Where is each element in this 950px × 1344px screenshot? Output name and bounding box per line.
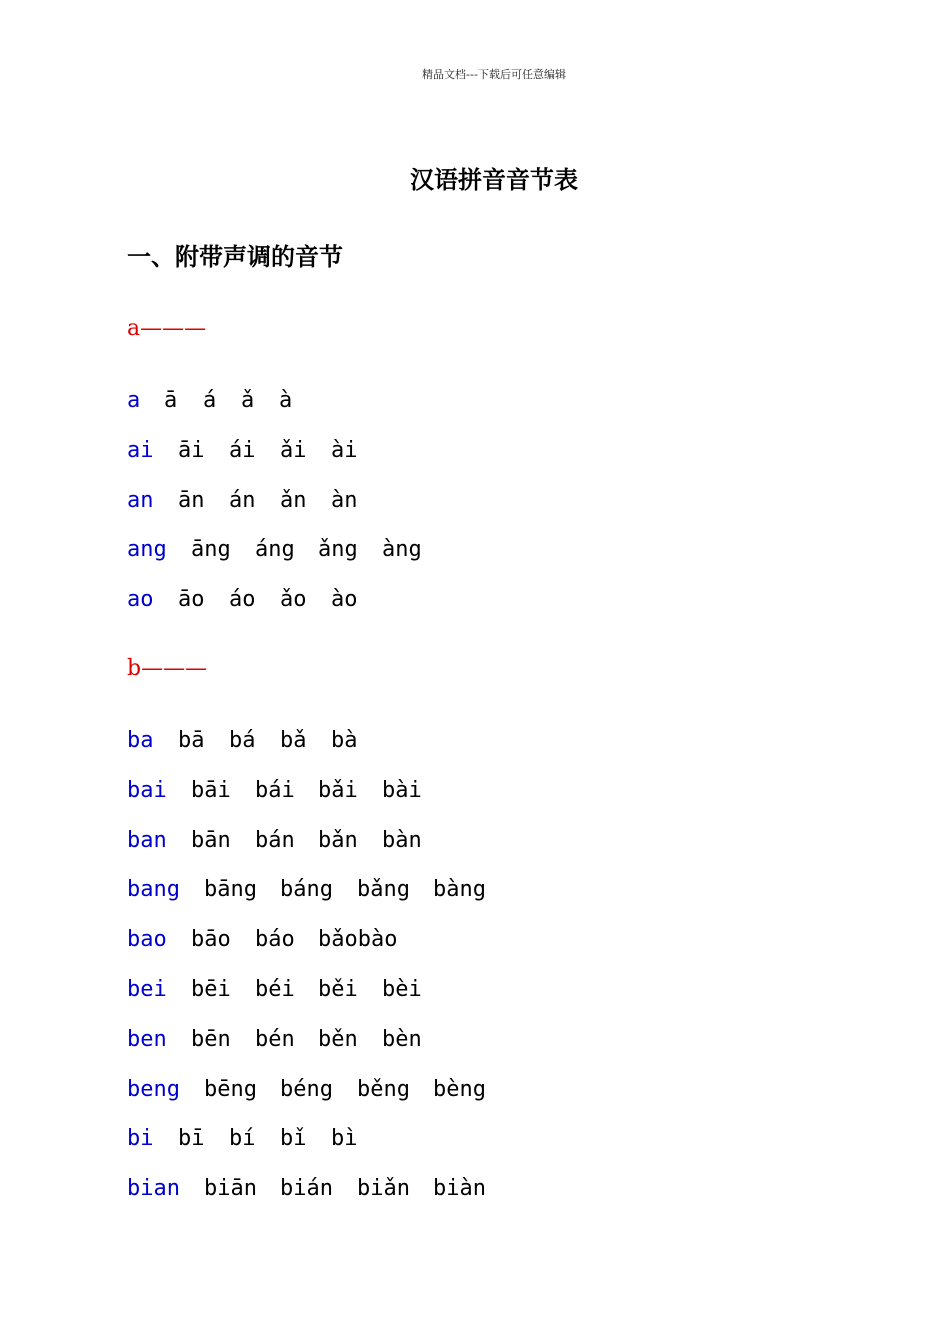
- tone-syllable: á: [203, 388, 217, 413]
- tone-syllable: ái: [229, 437, 256, 463]
- tone-syllable: bǎn: [318, 827, 358, 853]
- tone-syllable: běn: [318, 1026, 358, 1052]
- tone-syllable: ǎng: [318, 537, 358, 563]
- tone-syllable: bǎ: [280, 728, 307, 753]
- tone-syllable: bēi: [191, 977, 231, 1002]
- tone-syllable: béi: [255, 977, 295, 1002]
- tone-syllable: bēng: [204, 1076, 257, 1102]
- tone-syllable: bèi: [382, 977, 422, 1002]
- base-syllable: ben: [127, 1026, 167, 1052]
- tone-syllable: biǎn: [357, 1176, 410, 1202]
- base-syllable: bang: [127, 877, 180, 903]
- base-syllable: beng: [127, 1076, 180, 1102]
- tone-syllable: bài: [382, 777, 422, 803]
- tone-syllable: bèn: [382, 1026, 422, 1052]
- page-header: 精品文档---下载后可任意编辑: [422, 68, 566, 81]
- tone-syllable: biàn: [433, 1176, 486, 1202]
- tone-syllable: ǎo: [280, 587, 307, 613]
- tone-syllable: bán: [255, 827, 295, 853]
- tone-syllable: báo: [255, 927, 295, 953]
- base-syllable: bai: [127, 777, 167, 803]
- tone-syllable: ài: [331, 437, 358, 463]
- base-syllable: bi: [127, 1126, 154, 1152]
- tone-syllable: bèng: [433, 1076, 486, 1102]
- tone-syllable: bāi: [191, 777, 231, 803]
- tone-syllable: áo: [229, 587, 256, 613]
- base-syllable: bian: [127, 1176, 180, 1202]
- tone-syllable: bá: [229, 728, 256, 753]
- tone-syllable: bì: [331, 1126, 358, 1152]
- base-syllable: ai: [127, 437, 154, 463]
- base-syllable: bao: [127, 927, 167, 953]
- base-syllable: bei: [127, 977, 167, 1002]
- tone-syllable: ān: [178, 487, 205, 513]
- tone-syllable: bái: [255, 777, 295, 803]
- tone-syllable: bǎng: [357, 877, 410, 903]
- base-syllable: an: [127, 487, 154, 513]
- base-syllable: ao: [127, 587, 154, 613]
- tone-syllable: ǎi: [280, 437, 307, 463]
- group-heading: b———: [127, 656, 208, 681]
- tone-syllable: áng: [255, 537, 295, 563]
- base-syllable: ban: [127, 827, 167, 853]
- tone-syllable: bǐ: [280, 1126, 307, 1152]
- section-heading: 一、附带声调的音节: [127, 243, 343, 271]
- tone-syllable: bí: [229, 1126, 256, 1152]
- tone-syllable: àng: [382, 537, 422, 563]
- tone-syllable: báng: [280, 877, 333, 903]
- tone-syllable: ào: [331, 587, 358, 613]
- base-syllable: ba: [127, 728, 154, 753]
- tone-syllable: bāo: [191, 927, 231, 953]
- tone-syllable: ǎn: [280, 487, 307, 513]
- tone-syllable: bà: [331, 728, 358, 753]
- tone-syllable: běng: [357, 1076, 410, 1102]
- tone-syllable: bàng: [433, 877, 486, 903]
- tone-syllable: bén: [255, 1026, 295, 1052]
- tone-syllable: āi: [178, 437, 205, 463]
- tone-syllable: bǎobào: [318, 927, 398, 953]
- tone-syllable: ā: [164, 388, 178, 413]
- tone-syllable: ǎ: [241, 388, 255, 413]
- tone-syllable: bàn: [382, 827, 422, 853]
- tone-syllable: bā: [178, 728, 205, 753]
- tone-syllable: bān: [191, 827, 231, 853]
- tone-syllable: bēn: [191, 1026, 231, 1052]
- tone-syllable: āo: [178, 587, 205, 613]
- tone-syllable: án: [229, 487, 256, 513]
- tone-syllable: bāng: [204, 877, 257, 903]
- tone-syllable: bǎi: [318, 777, 358, 803]
- base-syllable: a: [127, 388, 141, 413]
- group-heading: a———: [127, 316, 207, 341]
- tone-syllable: à: [279, 388, 293, 413]
- tone-syllable: běi: [318, 977, 358, 1002]
- tone-syllable: āng: [191, 537, 231, 563]
- tone-syllable: bī: [178, 1126, 205, 1152]
- tone-syllable: bián: [280, 1176, 333, 1202]
- tone-syllable: béng: [280, 1076, 333, 1102]
- base-syllable: ang: [127, 537, 167, 563]
- tone-syllable: biān: [204, 1176, 257, 1202]
- document-title: 汉语拼音音节表: [410, 166, 578, 194]
- tone-syllable: àn: [331, 487, 358, 513]
